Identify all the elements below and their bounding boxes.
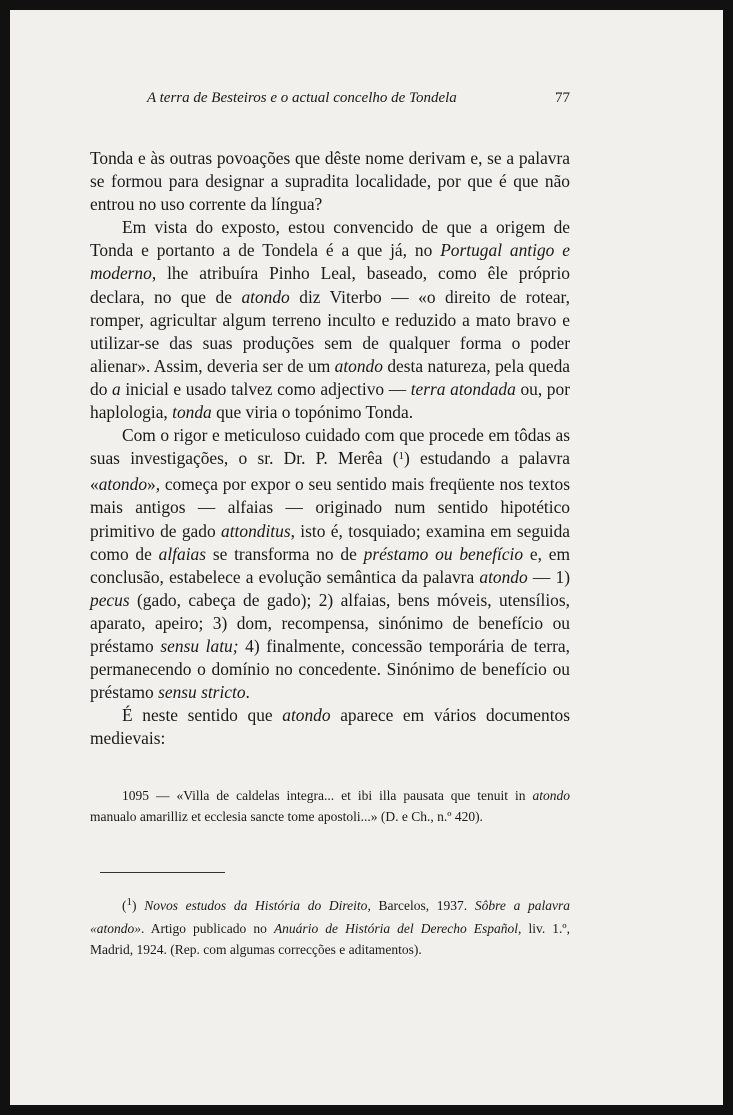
term-italic: atondo bbox=[241, 286, 290, 307]
text-run: que viria o topónimo Tonda. bbox=[211, 402, 414, 423]
term-italic: atondo bbox=[532, 788, 570, 803]
text-run: inicial e usado talvez como adjectivo — bbox=[120, 378, 411, 399]
text-run: ( bbox=[122, 898, 127, 913]
text-run: manualo amarilliz et ecclesia sancte tome apostoli...» (D. e Ch., n.º 420). bbox=[90, 809, 483, 824]
term-italic: atondo bbox=[479, 566, 528, 587]
text-run: — 1) bbox=[527, 566, 570, 587]
text-run: É neste sentido que bbox=[122, 705, 283, 726]
journal-title-italic: Anuário de História del Derecho Español bbox=[273, 921, 519, 936]
text-run: Tonda e às outras povoações que dêste nome derivam e, se a palavra se formou para designar a supradita localidade, por que é que não entrou no uso corrente da língua? bbox=[90, 148, 570, 215]
term-italic: sensu latu; bbox=[160, 635, 239, 656]
term-italic: pecus bbox=[90, 589, 130, 610]
quotation-text bbox=[90, 785, 570, 827]
text-run: diz Viterbo — «o direito de rotear, romper, agricultar algum terreno inculto e reduzido a mato bravo e utilizar-se das suas produções sem de qualquer forma o poder alienar». Assim, deveria ser de um bbox=[90, 286, 570, 376]
term-italic: atondo bbox=[98, 474, 148, 495]
text-run: Com o rigor e meticuloso cuidado com que procede em tôdas as suas investigações, o sr. Dr. P. Merêa ( bbox=[90, 425, 570, 469]
text-run: ) bbox=[132, 898, 145, 913]
text-run: 4) finalmente, concessão temporária de terra, permanecendo o domínio no concedente. Sinónimo de benefício ou préstamo bbox=[90, 635, 570, 703]
term-italic: sensu stricto bbox=[158, 682, 246, 703]
text-run: se transforma no de bbox=[206, 543, 364, 564]
paragraph-continuation bbox=[90, 147, 570, 216]
term-italic: a bbox=[112, 378, 121, 399]
text-run: , isto é, tosquiado; examina em seguida como de bbox=[90, 520, 570, 564]
document-quotation bbox=[90, 785, 570, 827]
text-run: Em vista do exposto, estou convencido de que a origem de Tonda e portanto a de Tondela é a que já, no bbox=[90, 217, 570, 261]
term-italic: atondo bbox=[282, 705, 331, 726]
term-italic: terra atondada bbox=[410, 378, 516, 399]
text-run: e, em conclusão, estabelece a evolução semântica da palavra bbox=[90, 543, 571, 587]
text-run: . Artigo publicado no bbox=[141, 921, 274, 936]
footnote-text bbox=[90, 895, 570, 960]
text-run: (gado, cabeça de gado); 2) alfaias, bens móveis, utensílios, aparato, apeiro; 3) dom, recompensa, sinónimo de benefício ou préstamo bbox=[90, 589, 570, 656]
text-run: ) estudando a palavra « bbox=[90, 448, 570, 495]
book-title-italic: Novos estudos da História do Direito bbox=[144, 898, 368, 913]
footnote-number: 1 bbox=[126, 896, 132, 908]
book-page bbox=[10, 10, 723, 1105]
text-run: ou, por haplologia, bbox=[90, 378, 570, 423]
term-italic: atondo bbox=[334, 355, 383, 376]
term-italic: attonditus bbox=[221, 520, 291, 541]
footnote-divider bbox=[100, 872, 225, 873]
text-run: , liv. 1.º, Madrid, 1924. (Rep. com algumas correcções e aditamentos). bbox=[90, 921, 570, 957]
body-text bbox=[90, 147, 570, 750]
term-italic: alfaias bbox=[158, 543, 207, 564]
footnote-marker: 1 bbox=[398, 450, 404, 463]
page-number: 77 bbox=[555, 90, 570, 106]
text-run: , Barcelos, 1937. bbox=[367, 898, 475, 913]
text-run: . bbox=[245, 682, 250, 703]
article-title-italic: Sôbre a palavra «atondo» bbox=[90, 898, 571, 936]
paragraph-origin-of-tonda bbox=[90, 216, 570, 424]
text-run: 1095 — «Villa de caldelas integra... et ibi illa pausata que tenuit in bbox=[122, 788, 533, 803]
term-italic: tonda bbox=[172, 402, 212, 423]
book-title-italic: Portugal antigo e moderno bbox=[90, 240, 570, 284]
text-run: , lhe atribuíra Pinho Leal, baseado, como êle próprio declara, no que de bbox=[90, 263, 570, 307]
text-run: aparece em vários documentos medievais: bbox=[90, 705, 570, 749]
footnote bbox=[90, 895, 570, 960]
text-run: desta natureza, pela queda do bbox=[90, 355, 570, 399]
running-title: A terra de Besteiros e o actual concelho de Tondela bbox=[147, 90, 457, 106]
running-head bbox=[90, 90, 570, 114]
paragraph-medieval-documents bbox=[90, 704, 570, 750]
paragraph-merea-study bbox=[90, 424, 570, 704]
text-run: », começa por expor o seu sentido mais freqüente nos textos mais antigos — alfaias — originado num sentido hipotético primitivo de gado bbox=[90, 474, 570, 541]
term-italic: préstamo ou benefício bbox=[363, 543, 524, 564]
